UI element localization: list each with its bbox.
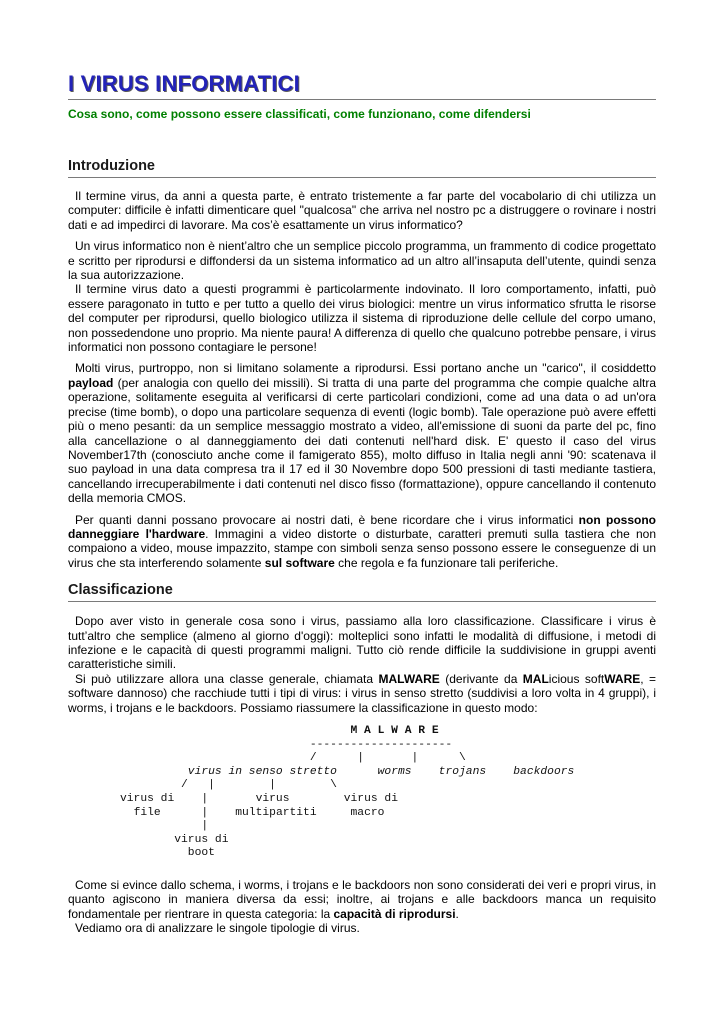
malware-term: MALWARE [378, 671, 440, 686]
document-subtitle: Cosa sono, come possono essere classificati, come funzionano, come difendersi [68, 107, 531, 121]
introduction-body [68, 189, 656, 570]
text-span: Molti virus, purtroppo, non si limitano solamente a riprodursi. Essi portano anche un "carico", il cosiddetto [75, 361, 656, 376]
payload-term: payload [68, 375, 114, 390]
diagram-node-virus-di-boot: virus di [174, 833, 229, 846]
diagram-node-virus-di-macro-line2: macro [350, 806, 385, 819]
diagram-underline: --------------------- [309, 738, 453, 751]
document-page [68, 70, 656, 936]
emphasis-hardware: non possono danneggiare l'hardware [68, 512, 656, 541]
diagram-root-malware: M A L W A R E [350, 725, 439, 737]
diagram-sub-branch-line: / | | \ [181, 779, 337, 792]
diagram-node-worms: worms [377, 765, 412, 778]
classification-conclusion [68, 878, 656, 936]
diagram-branch-line: / | | \ [309, 752, 466, 765]
intro-paragraph-4 [68, 361, 656, 505]
classification-body [68, 614, 656, 715]
diagram-node-virus-in-senso-stretto: virus in senso stretto [187, 765, 337, 778]
diagram-node-virus-di-macro: virus di [343, 792, 398, 805]
section-heading-introduzione: Introduzione [68, 158, 656, 178]
intro-paragraph-2: Un virus informatico non è nient’altro che un semplice piccolo programma, un frammento di codice progettato e scritto per riprodursi e diffondersi da un sistema informatico ad un altro all’insaputa dell’utente, quindi senza la sua autorizzazione. [68, 239, 656, 283]
text-span: Si può utilizzare allora una classe generale, chiamata [75, 671, 379, 686]
text-span: che regola e fa funzionare tali periferiche. [334, 555, 559, 570]
intro-paragraph-3: Il termine virus dato a questi programmi è particolarmente indovinato. Il loro comportamento, infatti, può essere paragonato in tutto e per tutto a quello dei virus biologici: mentre un virus informatico sfrutta le risorse del computer per riprodursi, quello biologico utilizza il sistema di riproduzione delle cellule del corpo umano, non possedendone uno proprio. Ma niente paura! A differenza di quello che qualcuno potrebbe pensare, i virus informatici non possono contagiare le persone! [68, 282, 656, 355]
text-span: icious soft [548, 671, 605, 686]
text-span: . Immagini a video distorte o disturbate, caratteri premuti sulla tastiera che non compaiono a video, mouse impazzito, stampe con simboli senza senso possono essere le conseguenze di un virus che sta interferendo solamente [68, 526, 657, 570]
classification-paragraph-3 [68, 878, 656, 921]
text-span: , = software dannoso) che racchiude tutti i tipi di virus: i virus in senso stretto (suddivisi a loro volta in 4 gruppi), i worms, i trojans e le backdoors. Possiamo riassumere la classificazione in questo modo: [68, 671, 656, 715]
diagram-node-virus-di-file-line2: file [133, 806, 161, 819]
intro-paragraph-5 [68, 513, 656, 571]
classification-paragraph-1: Dopo aver visto in generale cosa sono i virus, passiamo alla loro classificazione. Classificare i virus è tutt’altro che semplice (almeno al giorno d'oggi): molteplici sono infatti le modalità di diffusione, i metodi di infezione e le capacità di questi programmi maligni. Tutto ciò rende difficile la suddivisione in gruppi aventi caratteristiche simili. [68, 614, 656, 672]
text-span: Per quanti danni possano provocare ai nostri dati, è bene ricordare che i virus informatici [75, 512, 579, 527]
mal-part: MAL [522, 671, 549, 686]
emphasis-riprodursi: capacità di riprodursi [333, 906, 456, 921]
text-span: . [455, 906, 459, 921]
text-span: (per analogia con quello dei missili). Si tratta di una parte del programma che compie qualche altra operazione, solitamente eseguita al verificarsi di certe particolari condizioni, come ad una data o ad un'ora precise (time bomb), o dopo una particolare sequenza di eventi (logic bomb). Tale operazione può avere effetti più o meno pesanti: da un semplice messaggio mostrato a video, all'emissione di suoni da parte del pc, fino alla cancellazione o al danneggiamento dei dati contenuti nell'hard disk. E' questo il caso del virus November17th (conosciuto anche come il famigerato 855), molto diffuso in Italia negli anni '90: scatenava il suo payload in una data compresa tra il 17 ed il 30 Novembre dopo 500 pressioni di tasti mediante tastiera, cancellando irrecuperabilmente i dati contenuti nel disco fisso (formattazione), oppure cancellando il contenuto della memoria CMOS. [68, 375, 656, 506]
text-span: (derivante da [439, 671, 523, 686]
diagram-node-virus-multipartiti: virus [255, 792, 290, 805]
classification-paragraph-2 [68, 672, 656, 715]
diagram-node-virus-di-file: virus di [120, 792, 175, 805]
classification-paragraph-4: Vediamo ora di analizzare le singole tipologie di virus. [75, 921, 360, 936]
section-heading-classificazione: Classificazione [68, 582, 656, 602]
text-span: Come si evince dallo schema, i worms, i trojans e le backdoors non sono considerati dei veri e propri virus, in quanto agiscono in maniera diversa da essi; inoltre, ai trojans e alle backdoors manca un requisito fondamentale per rientrare in questa categoria: la [68, 877, 656, 921]
intro-paragraph-1: Il termine virus, da anni a questa parte, è entrato tristemente a far parte del vocabolario di chi utilizza un computer: difficile è infatti dimenticare quel "qualcosa" che arriva nel nostro pc a distruggere o rovinare i nostri dati e ad impedirci di lavorare. Ma cos’è esattamente un virus informatico? [68, 189, 656, 232]
ware-part: WARE [604, 671, 641, 686]
diagram-node-virus-multipartiti-line2: multipartiti [235, 806, 317, 819]
diagram-node-trojans: trojans [438, 765, 487, 778]
emphasis-software: sul software [264, 555, 335, 570]
diagram-node-backdoors: backdoors [513, 765, 575, 778]
malware-classification-diagram: M A L W A R E --------------------- / | | \ virus in senso stretto worms trojans backdoors / | | \ virus di | virus virus di file | multipartiti macro | virus di boot [120, 725, 575, 860]
document-title: I VIRUS INFORMATICI [68, 70, 656, 100]
diagram-node-virus-di-boot-line2: boot [187, 847, 215, 860]
